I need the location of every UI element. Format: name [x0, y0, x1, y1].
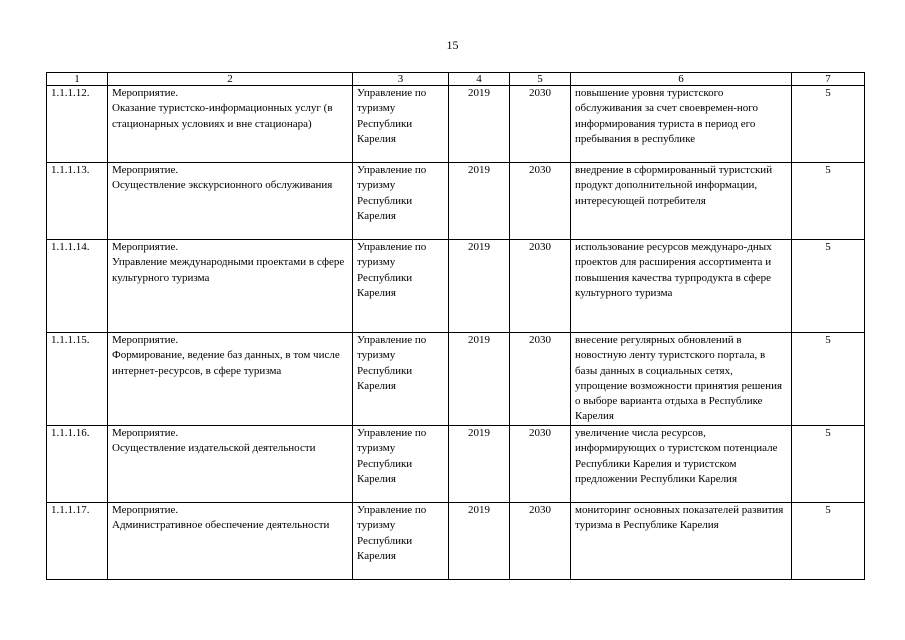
table-row	[47, 333, 865, 426]
event-executor: Управление по туризму Республики Карелия	[353, 86, 449, 163]
column-header: 5	[510, 73, 571, 86]
event-start-year: 2019	[449, 163, 510, 240]
event-description: Мероприятие. Осуществление издательской деятельности	[108, 426, 353, 503]
table-row	[47, 163, 865, 240]
event-end-year: 2030	[510, 240, 571, 333]
event-indicator-link: 5	[792, 163, 865, 240]
event-expected-result: использование ресурсов междунаро-дных проектов для расширения ассортимента и повышения качества турпродукта в сфере культурного туризма	[571, 240, 792, 333]
table-header-row	[47, 73, 865, 86]
event-start-year: 2019	[449, 86, 510, 163]
event-end-year: 2030	[510, 163, 571, 240]
event-number: 1.1.1.15.	[47, 333, 108, 426]
event-indicator-link: 5	[792, 240, 865, 333]
event-end-year: 2030	[510, 503, 571, 580]
event-number: 1.1.1.13.	[47, 163, 108, 240]
event-description: Мероприятие. Управление международными проектами в сфере культурного туризма	[108, 240, 353, 333]
event-number: 1.1.1.17.	[47, 503, 108, 580]
event-end-year: 2030	[510, 86, 571, 163]
event-start-year: 2019	[449, 333, 510, 426]
event-description: Мероприятие. Административное обеспечение деятельности	[108, 503, 353, 580]
event-number: 1.1.1.12.	[47, 86, 108, 163]
event-indicator-link: 5	[792, 86, 865, 163]
event-expected-result: внесение регулярных обновлений в новостную ленту туристского портала, в базы данных в социальных сетях, упрощение возможности принятия решения о выборе варианта отдыха в Республике Карелия	[571, 333, 792, 426]
event-number: 1.1.1.14.	[47, 240, 108, 333]
event-indicator-link: 5	[792, 333, 865, 426]
event-executor: Управление по туризму Республики Карелия	[353, 163, 449, 240]
program-events-table	[46, 72, 865, 580]
event-description: Мероприятие. Формирование, ведение баз данных, в том числе интернет-ресурсов, в сфере туризма	[108, 333, 353, 426]
event-expected-result: повышение уровня туристского обслуживания за счет своевремен-ного информирования туриста в период его пребывания в республике	[571, 86, 792, 163]
event-executor: Управление по туризму Республики Карелия	[353, 503, 449, 580]
table-row	[47, 240, 865, 333]
column-header: 1	[47, 73, 108, 86]
column-header: 2	[108, 73, 353, 86]
event-expected-result: увеличение числа ресурсов, информирующих о туристском потенциале Республики Карелия и туристском предложении Республики Карелия	[571, 426, 792, 503]
event-executor: Управление по туризму Республики Карелия	[353, 333, 449, 426]
event-executor: Управление по туризму Республики Карелия	[353, 240, 449, 333]
column-header: 6	[571, 73, 792, 86]
event-start-year: 2019	[449, 426, 510, 503]
page-number: 15	[446, 38, 459, 52]
event-indicator-link: 5	[792, 503, 865, 580]
event-description: Мероприятие. Осуществление экскурсионного обслуживания	[108, 163, 353, 240]
event-end-year: 2030	[510, 426, 571, 503]
event-indicator-link: 5	[792, 426, 865, 503]
event-description: Мероприятие. Оказание туристско-информационных услуг (в стационарных условиях и вне стационара)	[108, 86, 353, 163]
column-header: 3	[353, 73, 449, 86]
table-row	[47, 86, 865, 163]
event-executor: Управление по туризму Республики Карелия	[353, 426, 449, 503]
column-header: 7	[792, 73, 865, 86]
event-start-year: 2019	[449, 503, 510, 580]
table-row	[47, 426, 865, 503]
event-expected-result: внедрение в сформированный туристский продукт дополнительной информации, интересующей потребителя	[571, 163, 792, 240]
column-header: 4	[449, 73, 510, 86]
table-row	[47, 503, 865, 580]
event-number: 1.1.1.16.	[47, 426, 108, 503]
event-end-year: 2030	[510, 333, 571, 426]
event-start-year: 2019	[449, 240, 510, 333]
event-expected-result: мониторинг основных показателей развития туризма в Республике Карелия	[571, 503, 792, 580]
